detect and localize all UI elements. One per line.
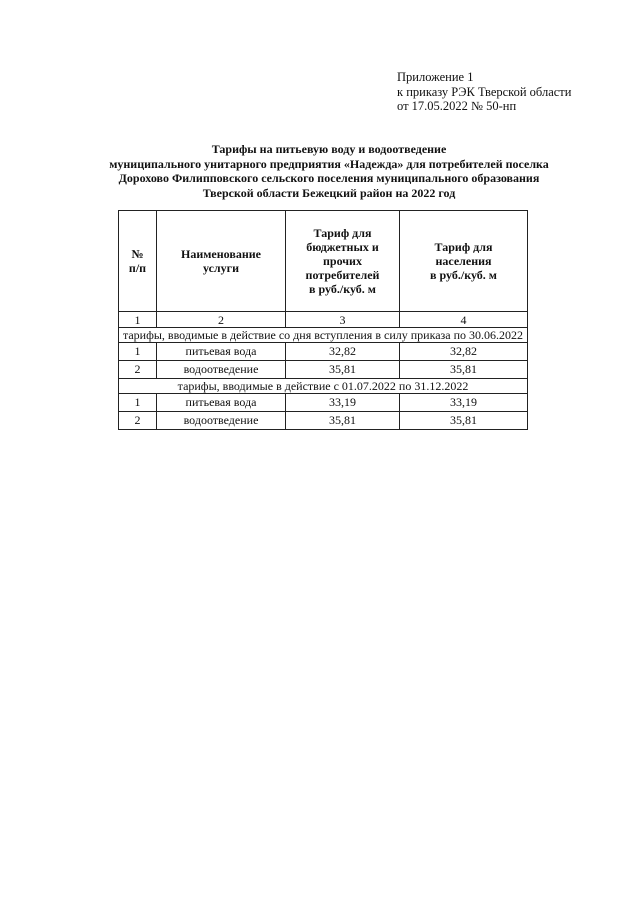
row-number: 1 [119, 343, 157, 361]
header-service [157, 211, 286, 312]
period-label-2: тарифы, вводимые в действие с 01.07.2022 по 31.12.2022 [119, 379, 528, 394]
appendix-line-2: к приказу РЭК Тверской области [397, 84, 572, 99]
row-population-tariff: 35,81 [400, 361, 528, 379]
row-budget-tariff: 33,19 [286, 394, 400, 412]
row-budget-tariff: 35,81 [286, 361, 400, 379]
column-number-1: 1 [119, 312, 157, 328]
header-service-line-1: Наименование [181, 247, 261, 261]
row-number: 2 [119, 412, 157, 430]
header-budget-line-3: прочих [323, 254, 362, 268]
header-budget-line-5: в руб./куб. м [309, 282, 376, 296]
row-population-tariff: 32,82 [400, 343, 528, 361]
header-population-line-1: Тариф для [434, 240, 493, 254]
row-population-tariff: 35,81 [400, 412, 528, 430]
header-population-line-2: населения [435, 254, 492, 268]
title-line-2: муниципального унитарного предприятия «Надежда» для потребителей поселка [109, 156, 549, 171]
appendix-line-1: Приложение 1 [397, 70, 474, 84]
row-service: водоотведение [157, 412, 286, 430]
row-number: 2 [119, 361, 157, 379]
row-budget-tariff: 35,81 [286, 412, 400, 430]
appendix-line-3: от 17.05.2022 № 50-нп [397, 99, 517, 113]
title-line-3: Дорохово Филипповского сельского поселения муниципального образования [118, 171, 540, 185]
header-budget-line-4: потребителей [305, 268, 380, 282]
row-budget-tariff: 32,82 [286, 343, 400, 361]
row-population-tariff: 33,19 [400, 394, 528, 412]
appendix-reference [397, 70, 571, 114]
header-budget-tariff [286, 211, 400, 312]
row-service: питьевая вода [157, 343, 286, 361]
tariff-table [118, 210, 528, 430]
document-title [100, 142, 558, 200]
header-number [119, 211, 157, 312]
header-number-line-1: № [131, 247, 144, 261]
column-number-row [119, 312, 528, 328]
title-line-1: Тарифы на питьевую воду и водоотведение [211, 142, 447, 156]
row-service: питьевая вода [157, 394, 286, 412]
header-row [119, 211, 528, 312]
column-number-2: 2 [157, 312, 286, 328]
header-population-line-3: в руб./куб. м [430, 268, 497, 282]
table-row [119, 394, 528, 412]
header-service-line-2: услуги [202, 261, 240, 275]
table-row [119, 361, 528, 379]
row-service: водоотведение [157, 361, 286, 379]
period-row-2 [119, 379, 528, 394]
row-number: 1 [119, 394, 157, 412]
header-number-line-2: п/п [128, 261, 147, 275]
table-row [119, 412, 528, 430]
header-budget-line-2: бюджетных и [306, 240, 379, 254]
period-label-1: тарифы, вводимые в действие со дня вступления в силу приказа по 30.06.2022 [119, 328, 528, 343]
header-population-tariff [400, 211, 528, 312]
column-number-3: 3 [286, 312, 400, 328]
title-line-4: Тверской области Бежецкий район на 2022 год [202, 185, 456, 200]
header-budget-line-1: Тариф для [313, 226, 372, 240]
table-row [119, 343, 528, 361]
column-number-4: 4 [400, 312, 528, 328]
period-row-1 [119, 328, 528, 343]
